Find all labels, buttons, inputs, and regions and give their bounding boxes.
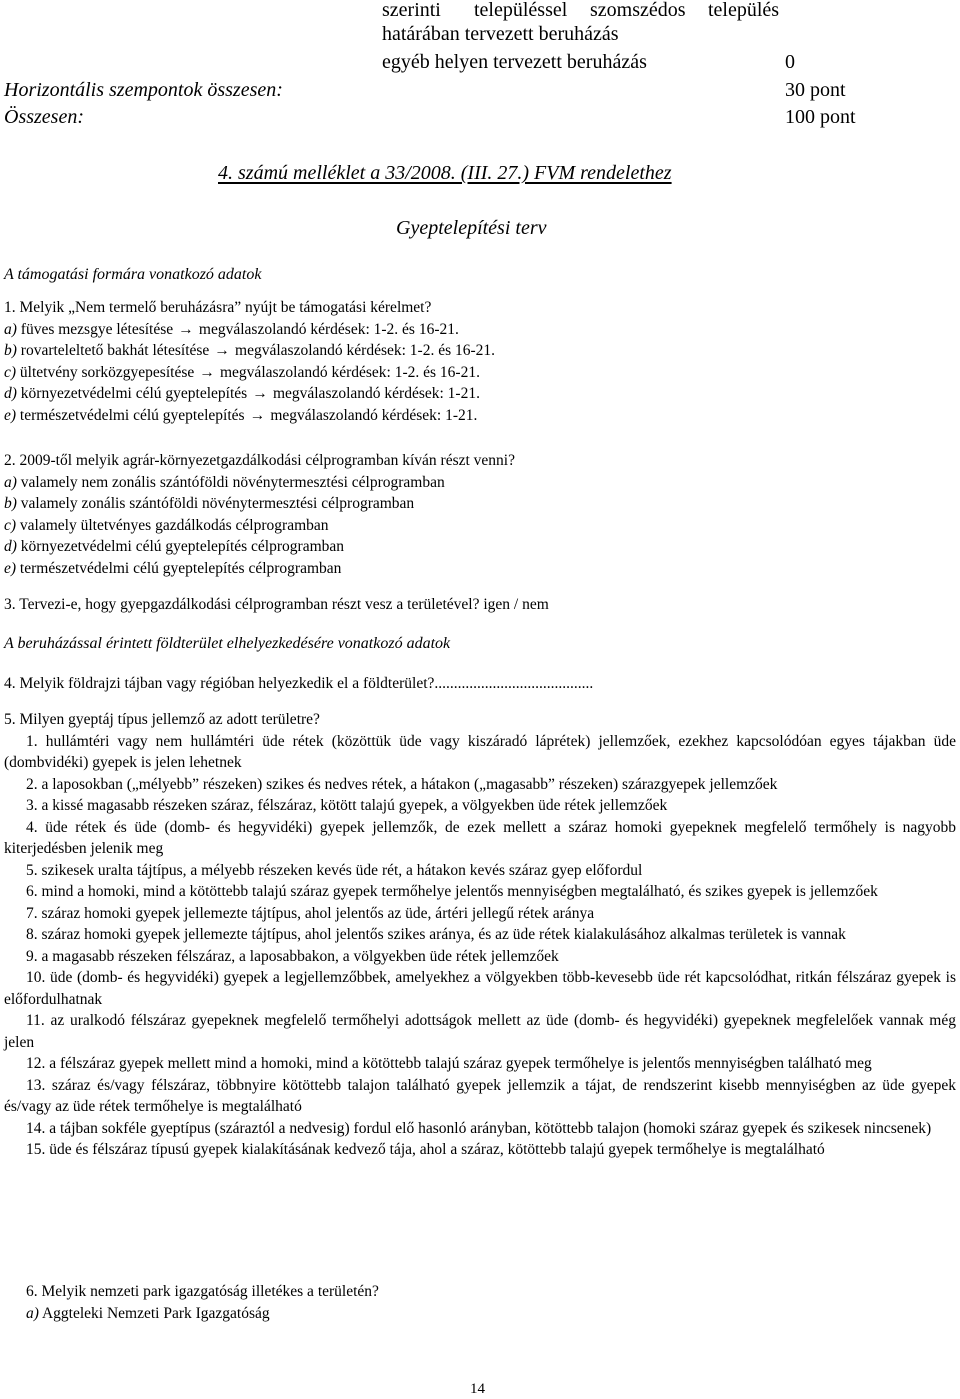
q5-item-3: 3. a kissé magasabb részeken száraz, félszáraz, kötött talajú gyepek, a völgyekben üde rétek jellemzőek (26, 797, 668, 814)
grand-total-value: 100 pont (785, 106, 856, 128)
top-row2: határában tervezett beruházás (382, 23, 619, 45)
option-answer: megválaszolandó kérdések: 1-2. és 16-21. (235, 342, 496, 359)
arrow-right-icon: → (178, 320, 194, 338)
option-text: Aggteleki Nemzeti Park Igazgatóság (41, 1304, 270, 1322)
question-3-text: 3. Tervezi-e, hogy gyepgazdálkodási célprogramban részt vesz a területével? igen / nem (4, 596, 549, 613)
q6-option-a (4, 1303, 956, 1325)
option-answer: megválaszolandó kérdések: 1-2. és 16-21. (220, 363, 480, 381)
grand-total-label: Összesen: (4, 106, 84, 128)
option-text: valamely nem zonális szántóföldi növénytermesztési célprogramban (20, 473, 445, 491)
q5-item-7: 7. száraz homoki gyepek jellemezte tájtípus, ahol jelentős az üde, ártéri jellegű rétek aránya (26, 904, 595, 922)
option-letter: a) (4, 473, 17, 491)
q5-item-4: 4. üde rétek és üde (domb- és hegyvidéki) gyepek jellemzők, de ezek mellett a száraz homoki gyepeknek megfelelő termőhely is nagyobb kiterjedésben jelenik meg (4, 818, 956, 857)
horizontal-total-value: 30 pont (785, 79, 846, 101)
q5-item-2: 2. a laposokban („mélyebb” részeken) szikes és nedves rétek, a hátakon („magasabb” részeken) szárazgyepek jellemzőek (26, 775, 778, 793)
arrow-right-icon: → (214, 342, 230, 359)
q5-item-1: 1. hullámtéri vagy nem hullámtéri üde rétek (közöttük üde vagy kiszáradó láprétek) jellemzőek, ezekhez kapcsolódóan egyes tájakban üde (dombvidéki) gyepek is jelen lehetnek (4, 732, 956, 771)
plan-title: Gyeptelepítési terv (396, 217, 547, 239)
q5-item-14: 14. a tájban sokféle gyeptípus (száraztól a nedvesig) fordul elő hasonló arányban, kötöttebb talajon (homoki száraz gyepek és szikesek nincsenek) (26, 1119, 932, 1137)
option-letter: b) (4, 342, 17, 359)
q5-item-15: 15. üde és félszáraz típusú gyepek kialakításának kedvező tája, ahol a száraz, kötöttebb talajú gyepek termőhelye is megtalálható (26, 1141, 825, 1158)
question-3 (4, 594, 956, 616)
option-text: környezetvédelmi célú gyeptelepítés célprogramban (20, 538, 345, 555)
option-text: természetvédelmi célú gyeptelepítés (19, 406, 245, 424)
option-text: természetvédelmi célú gyeptelepítés célprogramban (19, 559, 342, 577)
q5-item-13: 13. száraz és/vagy félszáraz, többnyire kötöttebb talajon található gyepek jellemzik a tájat, de rendszerint kisebb mennyiségben az üde gyepek és/vagy az üde rétek termőhelye is megtalálható (4, 1076, 956, 1115)
option-letter: a) (26, 1304, 39, 1322)
q1-option-a (4, 319, 956, 341)
arrow-right-icon: → (252, 385, 268, 402)
section-2-heading-text: A beruházással érintett földterület elhelyezkedésére vonatkozó adatok (4, 635, 451, 652)
q2-option-c (4, 515, 956, 537)
section-heading-location (4, 633, 956, 655)
q1-option-e (4, 405, 956, 427)
question-5-text: 5. Milyen gyeptáj típus jellemző az adott területre? (4, 711, 320, 728)
q1-option-b (4, 340, 956, 362)
q1-option-d (4, 383, 956, 405)
q2-option-e (4, 558, 956, 580)
q5-item-5: 5. szikesek uralta tájtípus, a mélyebb részeken kevés üde rét, a hátakon kevés száraz gyep előfordul (26, 861, 643, 879)
option-text: valamely ültetvényes gazdálkodás célprogramban (19, 516, 329, 534)
arrow-right-icon: → (249, 406, 266, 424)
top-row3-label: egyéb helyen tervezett beruházás (382, 51, 647, 73)
option-text: füves mezsgye létesítése (20, 320, 174, 338)
annex-title: 4. számú melléklet a 33/2008. (III. 27.) FVM rendelethez (218, 162, 672, 184)
q5-item-6: 6. mind a homoki, mind a kötöttebb talajú száraz gyepek termőhelye jelentős mennyiségben megtalálható, és szikes gyepek is jellemzőek (26, 883, 878, 900)
question-2 (4, 450, 956, 579)
top-row1-b: településsel (474, 0, 568, 21)
q5-item-12: 12. a félszáraz gyepek mellett mind a homoki, mind a kötöttebb talajú száraz gyepek termőhelye is jelentős mennyiségben található meg (26, 1055, 872, 1072)
top-row1-a: szerinti (382, 0, 441, 21)
top-row1-c: szomszédos (590, 0, 686, 21)
q5-item-9: 9. a magasabb részeken félszáraz, a laposabbakon, a völgyekben üde rétek jellemzőek (26, 947, 559, 965)
option-letter: d) (4, 538, 17, 555)
option-letter: c) (4, 516, 17, 534)
question-5 (4, 709, 956, 1161)
option-letter: e) (4, 406, 17, 424)
horizontal-total-label: Horizontális szempontok összesen: (4, 79, 283, 101)
option-letter: b) (4, 495, 17, 512)
question-4-text: 4. Melyik földrajzi tájban vagy régióban helyezkedik el a földterület?......................................... (4, 675, 594, 692)
top-row1-d: település (708, 0, 780, 21)
q2-option-d (4, 536, 956, 558)
q5-item-10: 10. üde (domb- és hegyvidéki) gyepek a legjellemzőbbek, amelyekhez a völgyekben több-kevesebb üde rét kapcsolódhat, ritkán félszáraz gyepek is előfordulhatnak (4, 969, 956, 1008)
option-answer: megválaszolandó kérdések: 1-2. és 16-21. (198, 320, 459, 338)
option-answer: megválaszolandó kérdések: 1-21. (272, 385, 480, 402)
section-heading-support-type: A támogatási formára vonatkozó adatok (4, 266, 262, 283)
question-6-text: 6. Melyik nemzeti park igazgatóság illetékes a területén? (26, 1283, 379, 1300)
q2-option-a (4, 472, 956, 494)
page-number: 14 (470, 1381, 485, 1397)
top-row3-value: 0 (785, 51, 795, 73)
question-6 (4, 1281, 956, 1324)
option-letter: d) (4, 385, 17, 402)
q5-item-11: 11. az uralkodó félszáraz gyepeknek megfelelő termőhelyi adottságok mellett az üde (domb- és hegyvidéki) gyepeknek megfelelőek vannak még jelen (4, 1012, 956, 1051)
q5-item-8: 8. száraz homoki gyepek jellemezte tájtípus, ahol jelentős szikes aránya, és az üde rétek kialakulásához alkalmas területek is vannak (26, 926, 846, 943)
option-text: ültetvény sorközgyepesítése (19, 363, 195, 381)
q2-option-b (4, 493, 956, 515)
option-text: valamely zonális szántóföldi növénytermesztési célprogramban (20, 495, 415, 512)
question-1-text: 1. Melyik „Nem termelő beruházásra” nyújt be támogatási kérelmet? (4, 299, 432, 316)
q1-option-c (4, 362, 956, 384)
option-letter: e) (4, 559, 17, 577)
arrow-right-icon: → (199, 363, 215, 381)
option-letter: c) (4, 363, 17, 381)
option-letter: a) (4, 320, 17, 338)
option-text: környezetvédelmi célú gyeptelepítés (20, 385, 248, 402)
question-4 (4, 673, 956, 695)
option-text: rovarteleltető bakhát létesítése (20, 342, 210, 359)
question-2-text: 2. 2009-től melyik agrár-környezetgazdálkodási célprogramban kíván részt venni? (4, 452, 515, 469)
option-answer: megválaszolandó kérdések: 1-21. (270, 406, 478, 424)
question-1 (4, 297, 956, 426)
